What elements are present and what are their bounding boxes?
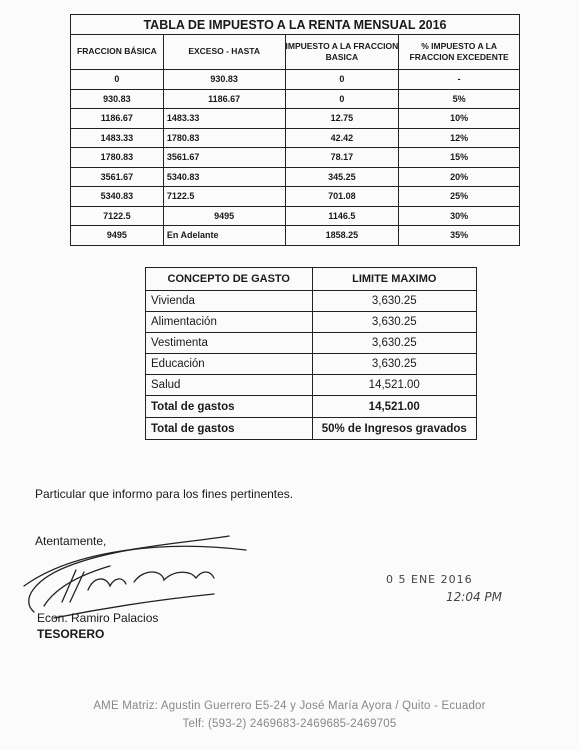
expense-table-header-row [146, 268, 477, 291]
header-limite-maximo: LIMITE MAXIMO [312, 268, 476, 291]
cell-fraccion-basica: 1186.67 [71, 109, 164, 129]
expense-table [145, 267, 477, 440]
cell-impuesto-basica: 345.25 [285, 167, 399, 187]
table-row [146, 291, 477, 312]
received-stamp [386, 573, 502, 604]
cell-limite: 3,630.25 [312, 291, 476, 312]
table-row [71, 187, 520, 207]
table-row [71, 148, 520, 168]
cell-porcentaje: 12% [399, 128, 520, 148]
cell-total-value: 50% de Ingresos gravados [312, 418, 476, 440]
header-fraccion-basica: FRACCION BÁSICA [71, 35, 164, 70]
cell-limite: 3,630.25 [312, 333, 476, 354]
cell-exceso-hasta: En Adelante [163, 226, 285, 246]
cell-concepto: Salud [146, 375, 313, 396]
table-row [146, 333, 477, 354]
cell-exceso-hasta: 7122.5 [163, 187, 285, 207]
cell-concepto: Vivienda [146, 291, 313, 312]
cell-concepto: Vestimenta [146, 333, 313, 354]
cell-exceso-hasta: 9495 [163, 206, 285, 226]
table-row [71, 226, 520, 246]
cell-limite: 3,630.25 [312, 312, 476, 333]
cell-porcentaje: 25% [399, 187, 520, 207]
footer-phones: Telf: (593-2) 2469683-2469685-2469705 [182, 718, 397, 730]
table-row [71, 109, 520, 129]
cell-fraccion-basica: 930.83 [71, 89, 164, 109]
cell-concepto: Alimentación [146, 312, 313, 333]
tax-table-header-row [71, 35, 520, 70]
cell-total-label: Total de gastos [146, 396, 313, 418]
cell-fraccion-basica: 7122.5 [71, 206, 164, 226]
cell-fraccion-basica: 5340.83 [71, 187, 164, 207]
cell-fraccion-basica: 1780.83 [71, 148, 164, 168]
total-row [146, 418, 477, 440]
cell-porcentaje: 30% [399, 206, 520, 226]
header-exceso-hasta: EXCESO - HASTA [163, 35, 285, 70]
tax-table [70, 14, 520, 246]
total-row [146, 396, 477, 418]
cell-impuesto-basica: 701.08 [285, 187, 399, 207]
header-concepto-gasto: CONCEPTO DE GASTO [146, 268, 313, 291]
cell-exceso-hasta: 930.83 [163, 70, 285, 90]
stamp-time: 12:04 PM [446, 590, 502, 604]
table-row [71, 70, 520, 90]
cell-exceso-hasta: 1483.33 [163, 109, 285, 129]
header-porcentaje-excedente: % IMPUESTO A LA FRACCION EXCEDENTE [399, 35, 520, 70]
cell-exceso-hasta: 5340.83 [163, 167, 285, 187]
cell-exceso-hasta: 1186.67 [163, 89, 285, 109]
cell-impuesto-basica: 42.42 [285, 128, 399, 148]
closing-text: Particular que informo para los fines pertinentes. [35, 487, 294, 501]
cell-impuesto-basica: 1858.25 [285, 226, 399, 246]
cell-impuesto-basica: 0 [285, 89, 399, 109]
table-row [71, 89, 520, 109]
table-row [146, 354, 477, 375]
cell-porcentaje: 15% [399, 148, 520, 168]
table-row [146, 375, 477, 396]
cell-impuesto-basica: 1146.5 [285, 206, 399, 226]
cell-fraccion-basica: 0 [71, 70, 164, 90]
cell-porcentaje: 20% [399, 167, 520, 187]
cell-total-label: Total de gastos [146, 418, 313, 440]
stamp-date: 0 5 ENE 2016 [386, 573, 473, 586]
cell-concepto: Educación [146, 354, 313, 375]
cell-impuesto-basica: 12.75 [285, 109, 399, 129]
cell-fraccion-basica: 1483.33 [71, 128, 164, 148]
signer-title: TESORERO [37, 627, 105, 641]
signer-name: Econ. Ramiro Palacios [37, 611, 159, 625]
cell-porcentaje: 35% [399, 226, 520, 246]
cell-limite: 3,630.25 [312, 354, 476, 375]
cell-exceso-hasta: 1780.83 [163, 128, 285, 148]
table-row [146, 312, 477, 333]
cell-exceso-hasta: 3561.67 [163, 148, 285, 168]
cell-porcentaje: 10% [399, 109, 520, 129]
cell-impuesto-basica: 0 [285, 70, 399, 90]
salutation: Atentamente, [35, 534, 107, 548]
footer-address: AME Matriz: Agustin Guerrero E5-24 y José María Ayora / Quito - Ecuador [93, 700, 486, 712]
cell-porcentaje: - [399, 70, 520, 90]
tax-table-title: TABLA DE IMPUESTO A LA RENTA MENSUAL 2016 [70, 14, 520, 34]
table-row [71, 128, 520, 148]
signature-image [14, 520, 254, 620]
cell-impuesto-basica: 78.17 [285, 148, 399, 168]
cell-fraccion-basica: 3561.67 [71, 167, 164, 187]
table-row [71, 206, 520, 226]
cell-fraccion-basica: 9495 [71, 226, 164, 246]
cell-limite: 14,521.00 [312, 375, 476, 396]
table-row [71, 167, 520, 187]
header-impuesto-fraccion-basica: IMPUESTO A LA FRACCION BASICA [285, 35, 399, 70]
cell-porcentaje: 5% [399, 89, 520, 109]
cell-total-value: 14,521.00 [312, 396, 476, 418]
